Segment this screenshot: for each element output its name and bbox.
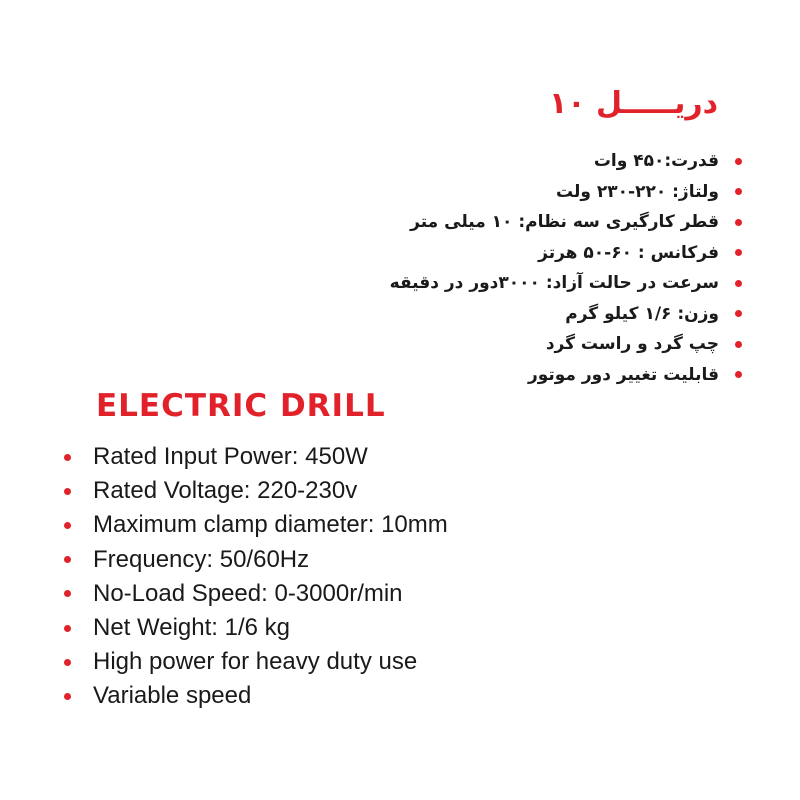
persian-title: دریـــــل ۱۰ (548, 86, 718, 121)
bullet-icon (735, 158, 742, 165)
english-spec-item (64, 543, 448, 577)
bullet-icon (735, 188, 742, 195)
english-spec-list (64, 440, 448, 714)
persian-spec-item (390, 146, 742, 177)
english-spec-text: Rated Input Power: 450W (93, 443, 368, 471)
bullet-icon (735, 219, 742, 226)
persian-spec-text: فرکانس : ۶۰-۵۰ هرتز (538, 242, 719, 263)
english-spec-item (64, 508, 448, 542)
persian-spec-text: سرعت در حالت آزاد: ۳۰۰۰دور در دقیقه (389, 273, 719, 294)
english-spec-item (64, 645, 448, 679)
persian-spec-item (390, 299, 742, 330)
english-spec-text: High power for heavy duty use (93, 648, 418, 676)
english-spec-text: No-Load Speed: 0-3000r/min (93, 579, 403, 607)
bullet-icon (64, 659, 71, 666)
english-spec-item (64, 474, 448, 508)
persian-spec-item (390, 329, 742, 360)
english-spec-text: Variable speed (93, 682, 252, 710)
persian-spec-text: ولتاژ: ۲۲۰-۲۳۰ ولت (556, 181, 719, 202)
bullet-icon (64, 556, 71, 563)
bullet-icon (64, 625, 71, 632)
english-title: ELECTRIC DRILL (96, 388, 386, 424)
persian-spec-text: قدرت:۴۵۰ وات (593, 151, 719, 172)
english-spec-text: Frequency: 50/60Hz (93, 545, 310, 573)
persian-spec-text: قطر کارگیری سه نظام: ۱۰ میلی متر (410, 212, 719, 233)
persian-spec-text: چپ گرد و راست گرد (545, 334, 719, 355)
bullet-icon (64, 488, 71, 495)
bullet-icon (735, 341, 742, 348)
english-spec-item (64, 440, 448, 474)
bullet-icon (64, 590, 71, 597)
english-spec-item (64, 611, 448, 645)
bullet-icon (64, 454, 71, 461)
bullet-icon (64, 693, 71, 700)
bullet-icon (735, 371, 742, 378)
persian-spec-text: وزن: ۱/۶ کیلو گرم (565, 303, 719, 324)
english-spec-text: Rated Voltage: 220-230v (93, 477, 358, 505)
persian-spec-item (390, 207, 742, 238)
persian-spec-item (390, 238, 742, 269)
persian-spec-item (390, 177, 742, 208)
persian-spec-list (390, 146, 742, 390)
bullet-icon (735, 280, 742, 287)
persian-spec-text: قابلیت تغییر دور موتور (527, 364, 719, 385)
persian-spec-item (390, 360, 742, 391)
bullet-icon (735, 310, 742, 317)
bullet-icon (64, 522, 71, 529)
english-spec-item (64, 679, 448, 713)
bullet-icon (735, 249, 742, 256)
english-spec-text: Maximum clamp diameter: 10mm (93, 511, 448, 539)
english-spec-text: Net Weight: 1/6 kg (93, 614, 290, 642)
persian-spec-item (390, 268, 742, 299)
english-spec-item (64, 577, 448, 611)
